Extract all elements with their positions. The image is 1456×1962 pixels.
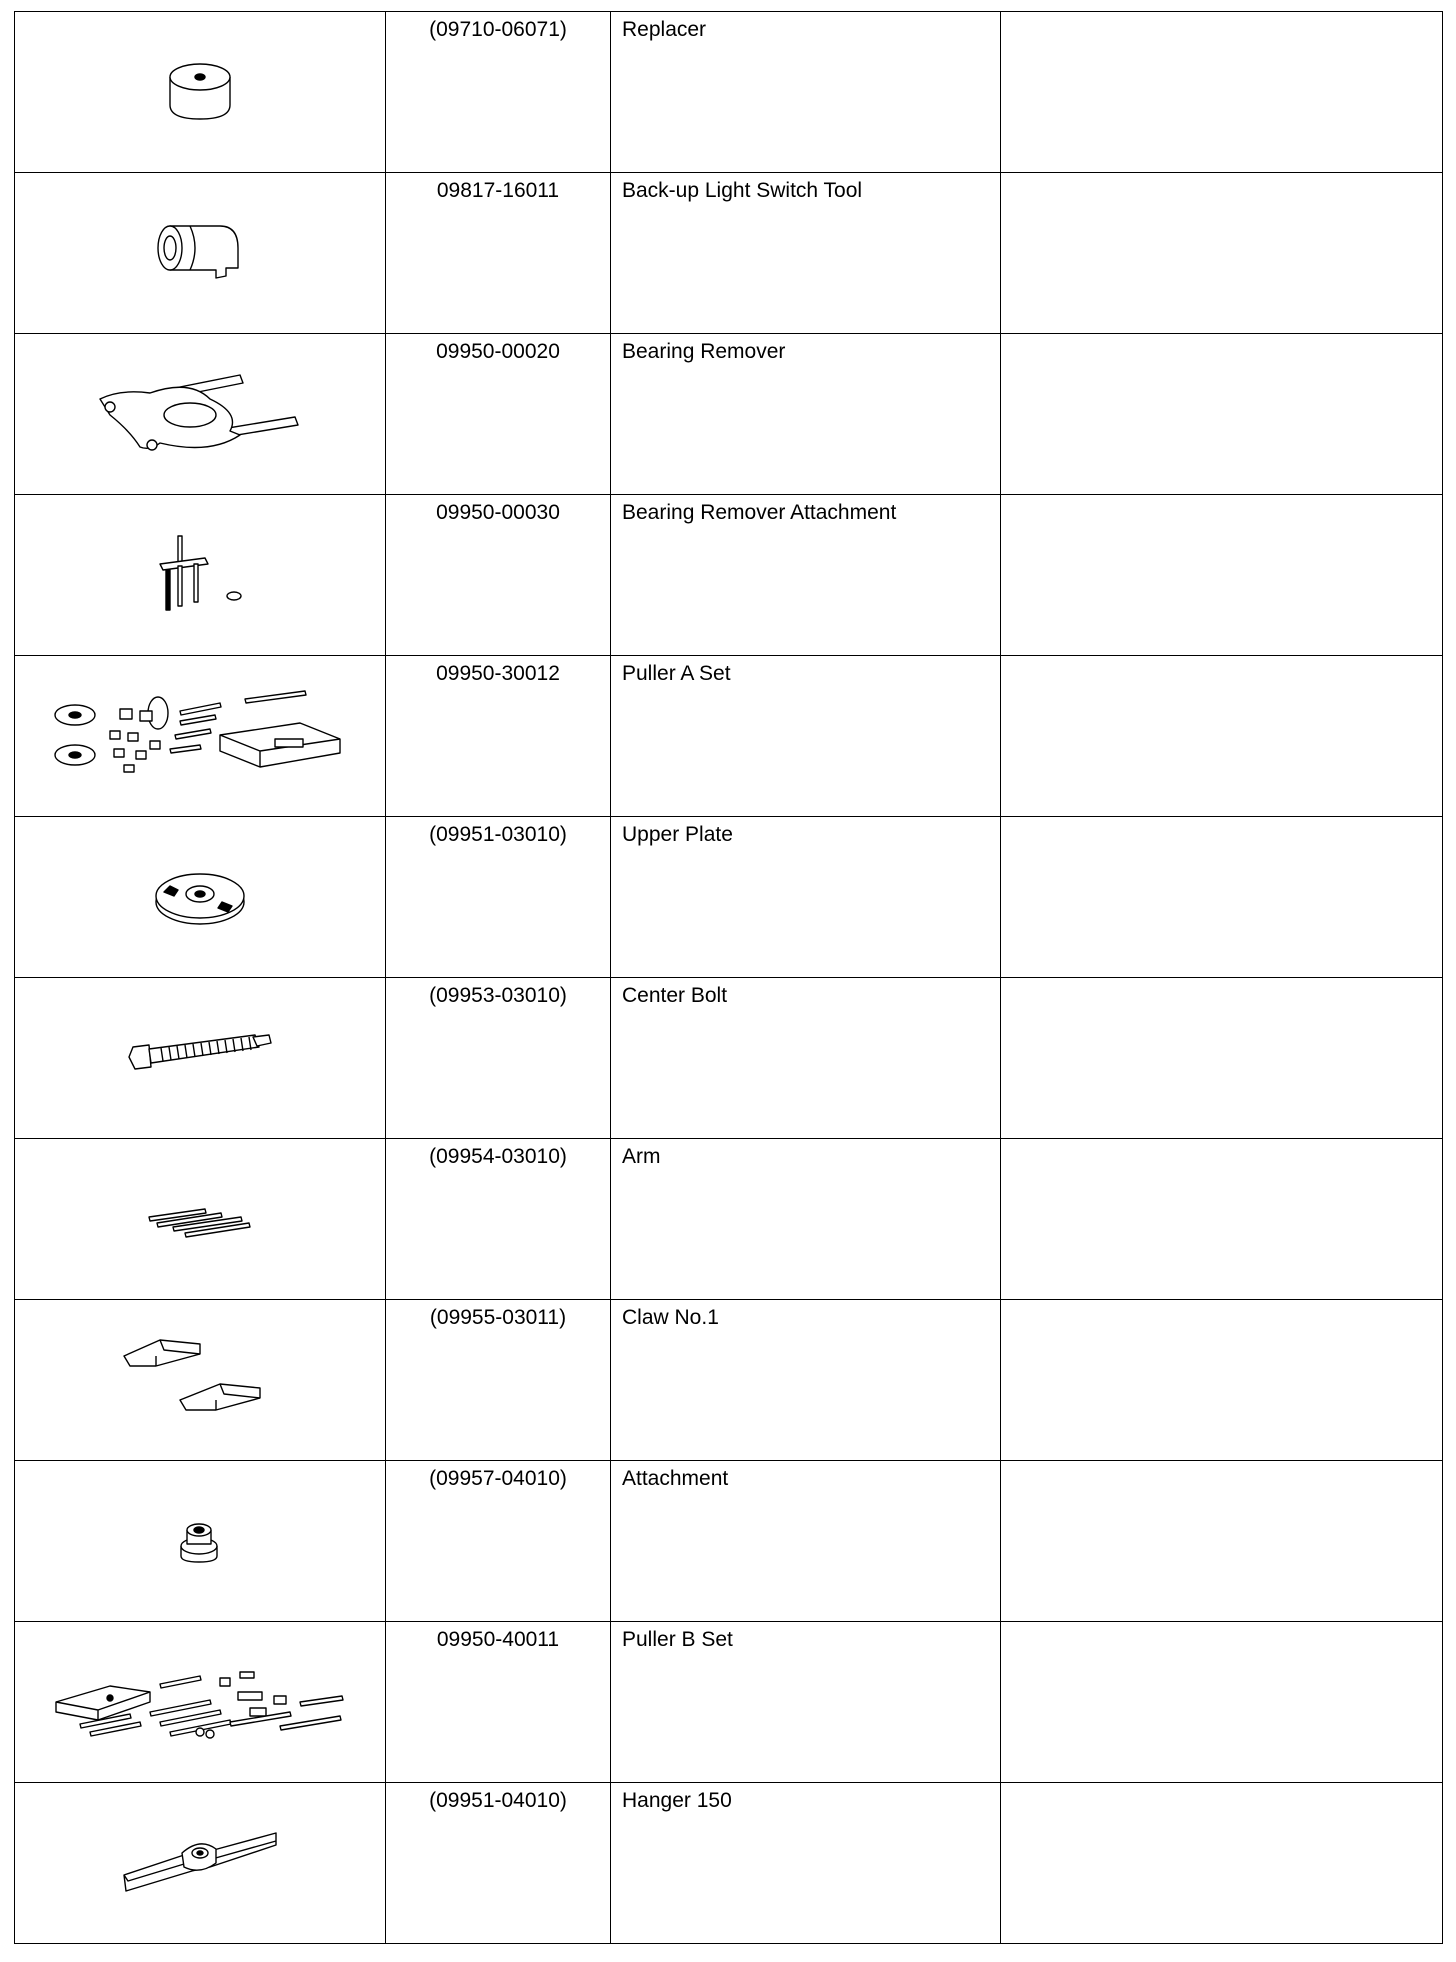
tool-illustration-cell <box>15 12 386 173</box>
tool-illustration-cell <box>15 1622 386 1783</box>
tool-name: Replacer <box>611 12 1001 173</box>
upper-plate-icon <box>150 862 250 932</box>
tool-illustration-cell <box>15 656 386 817</box>
tool-part-number: (09951-03010) <box>386 817 611 978</box>
claw-icon <box>120 1330 280 1430</box>
tool-illustration-cell <box>15 978 386 1139</box>
tool-name: Attachment <box>611 1461 1001 1622</box>
tool-name: Puller B Set <box>611 1622 1001 1783</box>
tool-name: Bearing Remover <box>611 334 1001 495</box>
table-row <box>15 495 1443 656</box>
tool-illustration-cell <box>15 495 386 656</box>
tool-part-number: (09953-03010) <box>386 978 611 1139</box>
tool-name: Back-up Light Switch Tool <box>611 173 1001 334</box>
puller-b-set-icon <box>50 1662 350 1742</box>
tool-part-number: (09710-06071) <box>386 12 611 173</box>
tool-note <box>1001 1139 1443 1300</box>
bearing-remover-attachment-icon <box>150 530 250 620</box>
tool-name: Claw No.1 <box>611 1300 1001 1461</box>
table-row <box>15 12 1443 173</box>
tool-note <box>1001 334 1443 495</box>
table-row <box>15 1783 1443 1944</box>
tool-note <box>1001 1461 1443 1622</box>
table-row <box>15 656 1443 817</box>
tool-illustration-cell <box>15 173 386 334</box>
tool-note <box>1001 173 1443 334</box>
table-row <box>15 1139 1443 1300</box>
tool-illustration-cell <box>15 1783 386 1944</box>
tool-illustration-cell <box>15 334 386 495</box>
tool-part-number: 09950-40011 <box>386 1622 611 1783</box>
tool-part-number: 09817-16011 <box>386 173 611 334</box>
arm-icon <box>145 1199 255 1239</box>
puller-a-set-icon <box>50 691 350 781</box>
tool-note <box>1001 495 1443 656</box>
hanger-icon <box>120 1823 280 1903</box>
tool-name: Puller A Set <box>611 656 1001 817</box>
center-bolt-icon <box>125 1033 275 1083</box>
tool-illustration-cell <box>15 817 386 978</box>
table-row <box>15 1300 1443 1461</box>
tool-part-number: (09955-03011) <box>386 1300 611 1461</box>
tool-illustration-cell <box>15 1461 386 1622</box>
tool-illustration-cell <box>15 1139 386 1300</box>
tool-note <box>1001 656 1443 817</box>
tool-note <box>1001 12 1443 173</box>
table-row <box>15 817 1443 978</box>
table-row <box>15 1461 1443 1622</box>
tool-name: Hanger 150 <box>611 1783 1001 1944</box>
tool-part-number: (09957-04010) <box>386 1461 611 1622</box>
backup-light-switch-tool-icon <box>150 218 250 288</box>
table-row <box>15 173 1443 334</box>
tool-name: Center Bolt <box>611 978 1001 1139</box>
tool-note <box>1001 1300 1443 1461</box>
tool-part-number: 09950-30012 <box>386 656 611 817</box>
replacer-icon <box>160 57 240 127</box>
tool-name: Upper Plate <box>611 817 1001 978</box>
tool-name: Arm <box>611 1139 1001 1300</box>
table-row <box>15 334 1443 495</box>
bearing-remover-icon <box>90 369 310 459</box>
tool-part-number: (09954-03010) <box>386 1139 611 1300</box>
attachment-icon <box>175 1516 225 1566</box>
tool-note <box>1001 817 1443 978</box>
tool-note <box>1001 978 1443 1139</box>
tool-part-number: 09950-00020 <box>386 334 611 495</box>
tool-part-number: 09950-00030 <box>386 495 611 656</box>
tool-part-number: (09951-04010) <box>386 1783 611 1944</box>
tool-note <box>1001 1622 1443 1783</box>
special-service-tools-table <box>14 11 1443 1944</box>
table-row <box>15 1622 1443 1783</box>
tool-name: Bearing Remover Attachment <box>611 495 1001 656</box>
tool-illustration-cell <box>15 1300 386 1461</box>
tool-note <box>1001 1783 1443 1944</box>
table-row <box>15 978 1443 1139</box>
